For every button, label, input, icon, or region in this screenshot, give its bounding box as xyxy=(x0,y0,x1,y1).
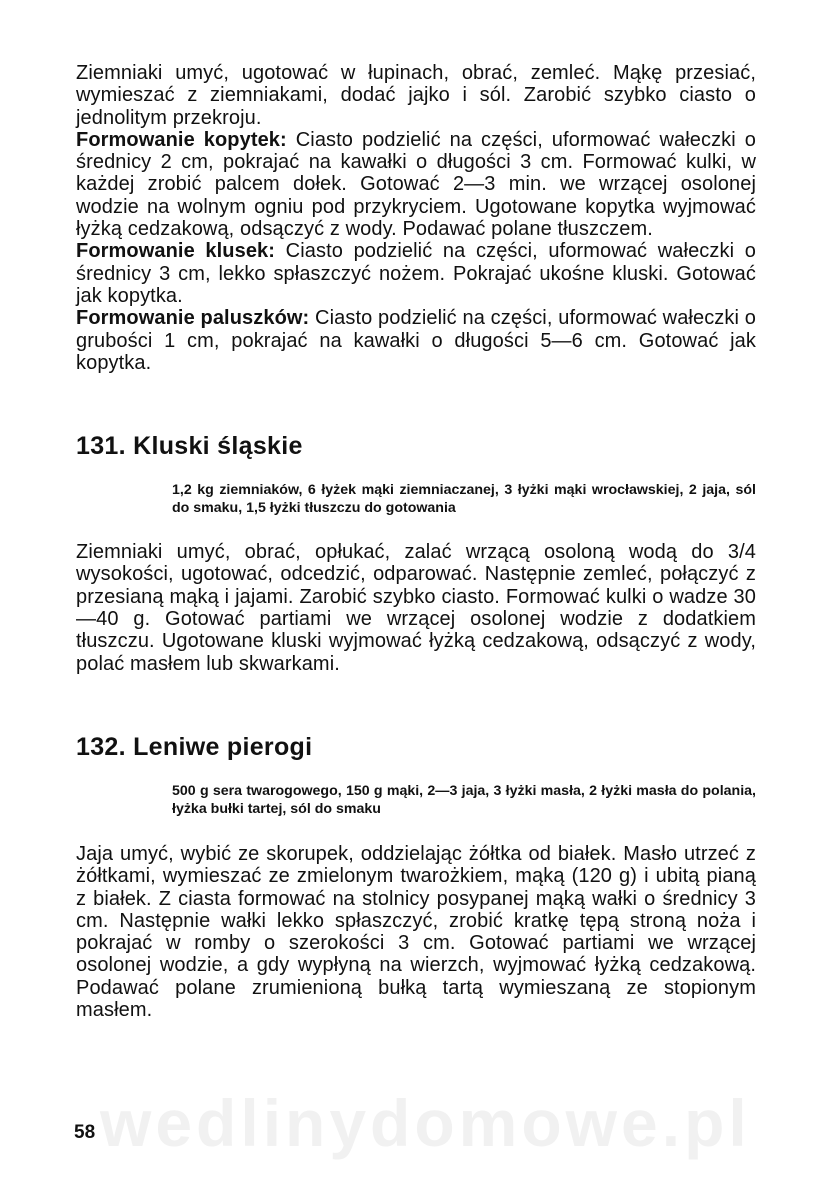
recipe-ingredients-132: 500 g sera twarogowego, 150 g mąki, 2—3 jaja, 3 łyżki masła, 2 łyżki masła do polania, łyżka bułki tartej, sól do smaku xyxy=(172,782,756,817)
recipe-body-132: Jaja umyć, wybić ze skorupek, oddzielając żółtka od białek. Masło utrzeć z żółtkami, wymieszać ze zmielonym twarożkiem, mąką (120 g) i ubitą pianą z białek. Z ciasta formować na stolnicy posypanej mąką wałki o średnicy 3 cm. Następnie wałki lekko spłaszczyć, zrobić kratkę tępą stroną noża i pokrajać w romby o szerokości 3 cm. Gotować partiami we wrzącej osolonej wodzie, a gdy wypłyną na wierzch, wyjmować łyżką cedzakową. Podawać polane zrumienioną bułką tartą wymieszaną ze stopionym masłem. xyxy=(76,842,756,1022)
kluski-text: Ciasto podzielić na części, uformować wałeczki o średnicy 3 cm, lekko spłaszczyć nożem. Pokrajać ukośne kluski. Gotować jak kopytka. xyxy=(76,240,756,307)
intro-text: Ziemniaki umyć, ugotować w łupinach, obrać, zemleć. Mąkę przesiać, wymieszać z ziemniakami, dodać jajko i sól. Zarobić szybko ciasto o jednolitym przekroju. xyxy=(76,62,756,129)
page-content xyxy=(76,62,756,1021)
recipe-ingredients-131: 1,2 kg ziemniaków, 6 łyżek mąki ziemniaczanej, 3 łyżki mąki wrocławskiej, 2 jaja, sól do smaku, 1,5 łyżki tłuszczu do gotowania xyxy=(172,482,756,517)
recipe-title-131: 131. Kluski śląskie xyxy=(76,432,303,461)
recipe-title-132: 132. Leniwe pierogi xyxy=(76,732,313,761)
paluszki-label: Formowanie paluszków: xyxy=(76,307,310,330)
paluszki-text: Ciasto podzielić na części, uformować wałeczki o grubości 1 cm, pokrajać na kawałki o długości 5—6 cm. Gotować jak kopytka. xyxy=(76,307,756,374)
kluski-label: Formowanie klusek: xyxy=(76,240,276,263)
intro-section xyxy=(76,62,756,374)
watermark: wedlinydomowe.pl xyxy=(100,1086,751,1160)
kopytka-text: Ciasto podzielić na części, uformować wałeczki o średnicy 2 cm, pokrajać na kawałki o długości 3 cm. Formować kulki, w każdej zrobić palcem dołek. Gotować 2—3 min. we wrzącej osolonej wodzie na wolnym ogniu pod przykryciem. Ugotowane kopytka wyjmować łyżką cedzakową, odsączyć z wody. Podawać polane tłuszczem. xyxy=(76,128,756,241)
kopytka-label: Formowanie kopytek: xyxy=(76,128,287,151)
page-number: 58 xyxy=(74,1122,96,1143)
recipe-body-131: Ziemniaki umyć, obrać, opłukać, zalać wrzącą osoloną wodą do 3/4 wysokości, ugotować, odcedzić, odparować. Następnie zemleć, połączyć z przesianą mąką i jajami. Zarobić szybko ciasto. Formować kulki o wadze 30—40 g. Gotować partiami we wrzącej osolonej wodzie z dodatkiem tłuszczu. Ugotowane kluski wyjmować łyżką cedzakową, odsączyć z wody, polać masłem lub skwarkami. xyxy=(76,541,756,675)
